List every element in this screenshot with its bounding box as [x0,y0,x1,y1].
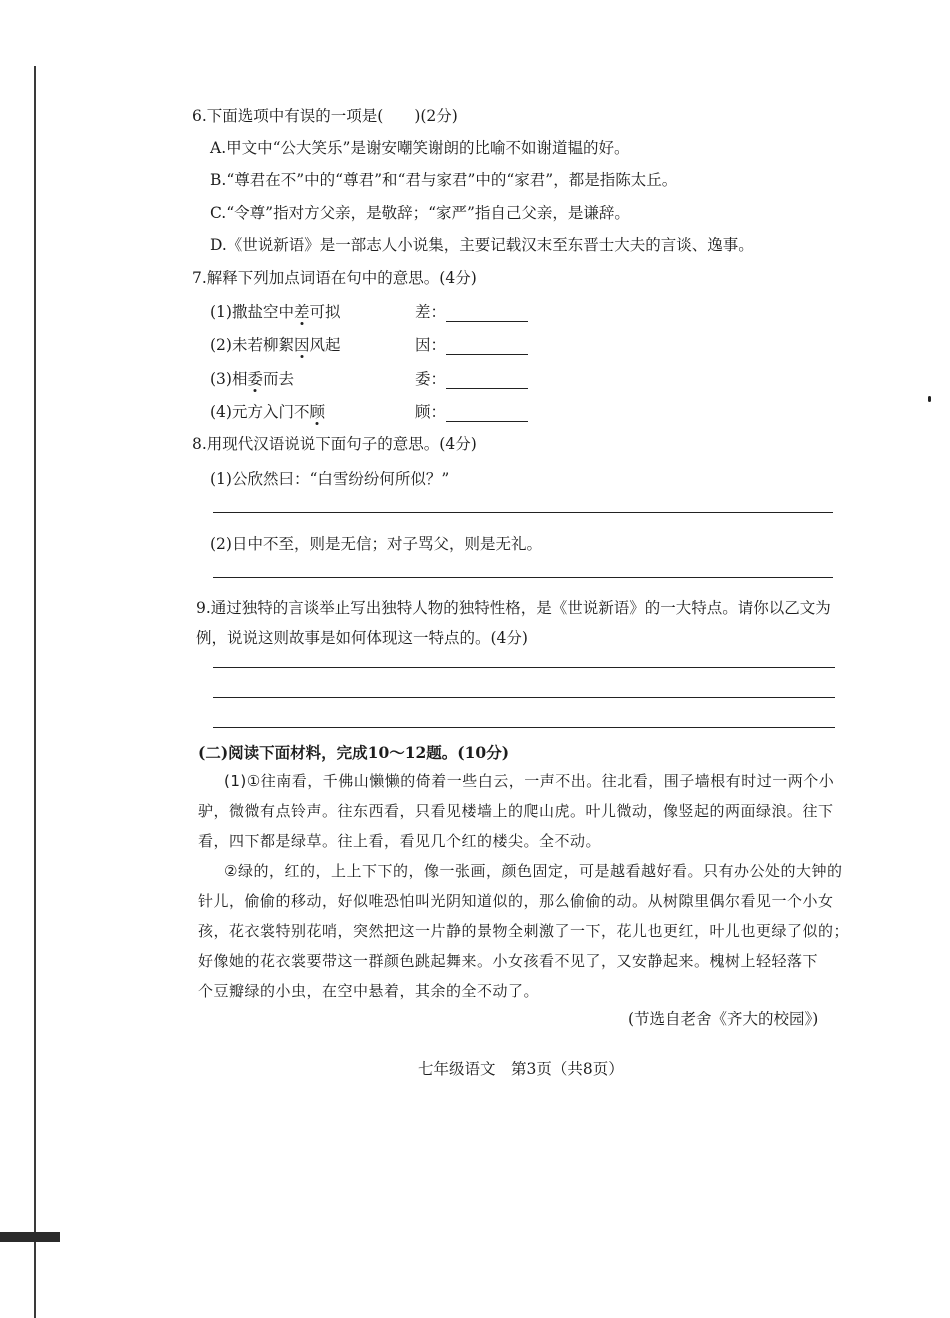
answer-blank[interactable] [446,338,528,355]
passage-line: (1)①往南看，千佛山懒懒的倚着一些白云，一声不出。往北看，围子墙根有时过一两个小 [224,772,835,790]
item-text: (2)未若柳絮 [210,336,294,354]
passage-line: ②绿的，红的，上上下下的，像一张画，颜色固定，可是越看越好看。只有办公处的大钟的 [224,862,843,880]
item-text: 可拟 [309,303,341,321]
scan-edge [34,66,36,1318]
dotted-word: 因 [293,336,310,354]
question-6-stem: 6.下面选项中有误的一项是( )(2分) [192,107,458,125]
question-9-stem-line-2: 例，说说这则故事是如何体现这一特点的。(4分) [196,629,528,647]
dotted-word: 顾 [309,403,325,421]
dotted-word: 委 [247,370,263,388]
passage-line: 个豆瓣绿的小虫，在空中悬着，其余的全不动了。 [198,982,540,1000]
scan-artifact [0,1232,60,1242]
passage-line: 针儿，偷偷的移动，好似唯恐怕叫光阴知道似的，那么偷偷的动。从树隙里偶尔看见一个小女 [198,892,834,910]
passage-source: (节选自老舍《齐大的校园》) [628,1010,819,1028]
answer-label: 因： [415,336,447,354]
scan-speck [928,396,931,402]
answer-line[interactable] [213,577,833,578]
answer-line[interactable] [213,697,835,698]
question-9-stem-line-1: 9.通过独特的言谈举止写出独特人物的独特性格，是《世说新语》的一大特点。请你以乙文为 [196,599,831,617]
item-text: (3)相 [210,370,248,388]
question-7-item-4 [210,402,325,422]
question-7-stem: 7.解释下列加点词语在句中的意思。(4分) [192,269,477,287]
question-7-answer-3 [415,369,528,389]
question-8-stem: 8.用现代汉语说说下面句子的意思。(4分) [192,435,477,453]
item-text: 而去 [262,370,294,388]
answer-blank[interactable] [446,305,528,322]
answer-label: 顾： [415,403,447,421]
question-6-option-b: B.“尊君在不”中的“尊君”和“君与家君”中的“家君”，都是指陈太丘。 [210,171,678,189]
passage-line: 孩，花衣裳特别花哨，突然把这一片静的景物全刺激了一下，花儿也更红，叶儿也更绿了似的； [198,922,850,940]
answer-blank[interactable] [446,372,528,389]
dotted-word: 差 [293,303,310,321]
section-2-heading: (二)阅读下面材料，完成10～12题。(10分) [198,743,510,762]
question-6-option-d: D.《世说新语》是一部志人小说集，主要记载汉末至东晋士大夫的言谈、逸事。 [210,236,754,254]
answer-line[interactable] [213,512,833,513]
page-footer: 七年级语文 第3页（共8页） [418,1060,624,1078]
question-8-sentence-2: (2)日中不至，则是无信；对子骂父，则是无礼。 [210,535,542,553]
passage-line: 驴，微微有点铃声。往东西看，只看见楼墙上的爬山虎。叶儿微动，像竖起的两面绿浪。往下 [198,802,834,820]
passage-line: 看，四下都是绿草。往上看，看见几个红的楼尖。全不动。 [198,832,602,850]
question-7-answer-2 [415,335,528,355]
answer-line[interactable] [213,727,835,728]
item-text: (1)撒盐空中 [210,303,294,321]
question-7-item-2 [210,335,341,355]
question-7-item-3 [210,369,294,389]
question-6-option-a: A.甲文中“公大笑乐”是谢安嘲笑谢朗的比喻不如谢道韫的好。 [210,139,630,157]
answer-label: 差： [415,303,447,321]
item-text: 风起 [309,336,341,354]
item-text: (4)元方入门不 [210,403,310,421]
question-8-sentence-1: (1)公欣然曰：“白雪纷纷何所似？” [210,470,450,488]
answer-blank[interactable] [446,405,528,422]
question-7-answer-4 [415,402,528,422]
question-6-option-c: C.“令尊”指对方父亲，是敬辞；“家严”指自己父亲，是谦辞。 [210,204,630,222]
question-7-item-1 [210,302,341,322]
question-7-answer-1 [415,302,528,322]
answer-line[interactable] [213,667,835,668]
answer-label: 委： [415,370,447,388]
passage-line: 好像她的花衣裳要带这一群颜色跳起舞来。小女孩看不见了，又安静起来。槐树上轻轻落下 [198,952,819,970]
